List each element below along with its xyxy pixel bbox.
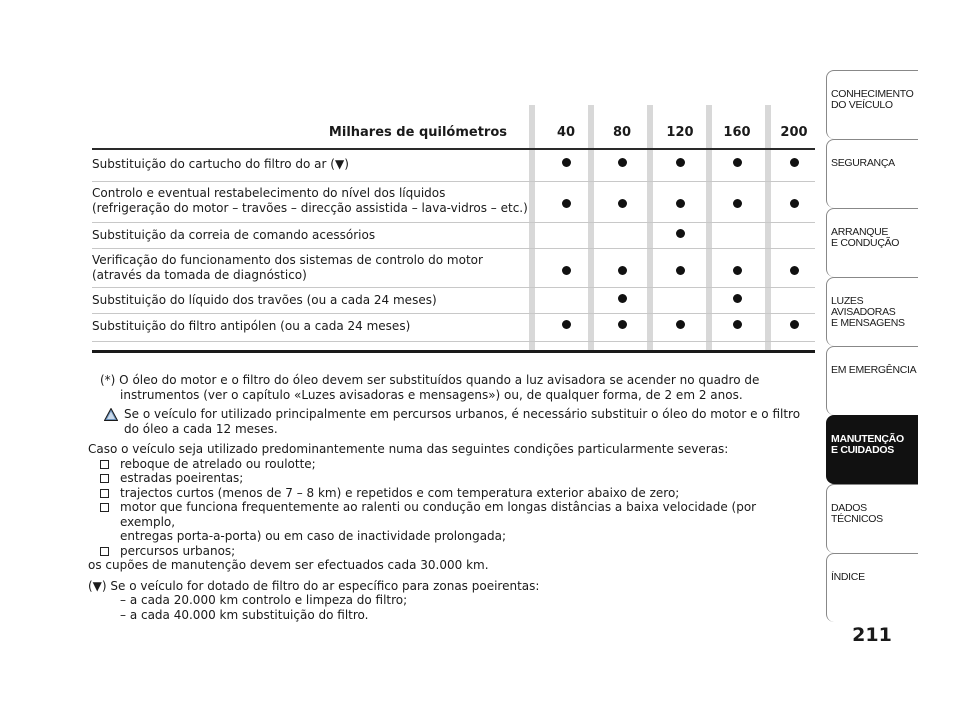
interval-mark-80 [618,199,627,208]
oil-note-line-1: (*) O óleo do motor e o filtro do óleo devem ser substituídos quando a luz avisadora se acender no quadro de [100,373,760,387]
severe-outro: os cupões de manutenção devem ser efectuados cada 30.000 km. [88,558,489,572]
list-item-text: percursos urbanos; [120,543,236,558]
list-item [88,486,808,501]
tab-chapter-6[interactable] [826,415,918,484]
table-row [92,222,815,249]
oil-note-line-2: instrumentos (ver o capítulo «Luzes avisadoras e mensagens») ou, de qualquer forma, de 2 em 2 anos. [120,387,743,402]
severe-intro: Caso o veículo seja utilizado predominantemente numa das seguintes condições particularmente severas: [88,442,729,456]
column-header-80: 80 [612,125,632,140]
row-description-line: Substituição do líquido dos travões (ou a cada 24 meses) [92,293,437,307]
interval-mark-120 [676,229,685,238]
tab-label: SEGURANÇA [831,157,895,169]
column-header-200: 200 [780,125,808,140]
row-description-line: Substituição do filtro antipólen (ou a cada 24 meses) [92,319,411,333]
maintenance-table [92,105,815,355]
warning-triangle-icon [104,408,118,421]
checkbox-bullet-icon [100,460,109,469]
interval-mark-120 [676,199,685,208]
filter-note-line-2: – a cada 20.000 km controlo e limpeza do filtro; [120,593,408,607]
tab-chapter-5[interactable] [826,346,918,415]
list-item-text: estradas poeirentas; [120,471,244,485]
table-row [92,313,815,342]
table-row [92,181,815,223]
checkbox-bullet-icon [100,489,109,498]
severe-conditions-list [88,457,808,559]
row-description [92,157,532,172]
interval-mark-80 [618,158,627,167]
checkbox-bullet-icon [100,474,109,483]
tab-label: MANUTENÇÃO E CUIDADOS [831,433,904,456]
row-description-line: Verificação do funcionamento dos sistemas de controlo do motor [92,253,483,267]
table-row [92,248,815,288]
interval-mark-40 [562,266,571,275]
interval-mark-80 [618,294,627,303]
tab-label: CONHECIMENTO DO VEÍCULO [831,88,914,111]
column-header-120: 120 [666,125,694,140]
table-row [92,287,815,314]
row-description-line: Controlo e eventual restabelecimento do nível dos líquidos [92,186,446,200]
interval-mark-160 [733,320,742,329]
row-description-line: Substituição do cartucho do filtro do ar (▼) [92,157,349,171]
list-item [88,471,808,486]
interval-mark-80 [618,320,627,329]
interval-mark-40 [562,320,571,329]
filter-note-line-3: – a cada 40.000 km substituição do filtro. [120,607,369,622]
tab-label: DADOS TÉCNICOS [831,502,883,525]
interval-mark-200 [790,158,799,167]
header-rule [92,148,815,150]
interval-mark-120 [676,320,685,329]
column-header-160: 160 [723,125,751,140]
interval-mark-120 [676,266,685,275]
row-description [92,228,532,243]
tab-label: LUZES AVISADORAS E MENSAGENS [831,295,905,329]
list-item [88,544,808,559]
chapter-sidebar [826,70,918,622]
tab-chapter-3[interactable] [826,208,918,277]
row-description [92,186,532,216]
interval-mark-80 [618,266,627,275]
interval-mark-200 [790,266,799,275]
checkbox-bullet-icon [100,503,109,512]
tab-chapter-7[interactable] [826,484,918,553]
row-description [92,319,532,334]
tab-chapter-1[interactable] [826,70,918,139]
interval-mark-160 [733,158,742,167]
interval-mark-200 [790,199,799,208]
row-description-line: (refrigeração do motor – travões – direcção assistida – lava-vidros – etc.) [92,201,528,215]
tab-chapter-8[interactable] [826,553,918,622]
interval-mark-40 [562,158,571,167]
list-item-text: motor que funciona frequentemente ao ralenti ou condução em longas distâncias a baixa velocidade (por exemplo, [120,500,757,529]
interval-mark-40 [562,199,571,208]
table-bottom-rule [92,350,815,353]
tab-label: ARRANQUE E CONDUÇÃO [831,226,900,249]
tab-label: EM EMERGÊNCIA [831,364,917,376]
tab-chapter-2[interactable] [826,139,918,208]
list-item-text: trajectos curtos (menos de 7 – 8 km) e repetidos e com temperatura exterior abaixo de zero; [120,485,680,500]
list-item [88,457,808,472]
tab-chapter-4[interactable] [826,277,918,346]
page-number: 211 [852,624,892,646]
checkbox-bullet-icon [100,547,109,556]
row-description [92,253,532,283]
row-description-line: Substituição da correia de comando acessórios [92,228,376,242]
header-label: Milhares de quilómetros [328,125,507,140]
row-description-line: (através da tomada de diagnóstico) [92,268,307,282]
notes-section [88,373,808,622]
interval-mark-120 [676,158,685,167]
list-item-text: entregas porta-a-porta) ou em caso de inactividade prolongada; [120,529,507,543]
table-row [92,151,815,182]
interval-mark-160 [733,266,742,275]
list-item [88,500,808,544]
tab-label: ÍNDICE [831,571,865,583]
urban-warning-line-2: do óleo a cada 12 meses. [124,421,278,436]
column-header-40: 40 [556,125,576,140]
table-header [92,119,815,149]
filter-note-line-1 [88,579,808,594]
interval-mark-160 [733,199,742,208]
interval-mark-200 [790,320,799,329]
filter-symbol: (▼) [88,578,107,593]
list-item-text: reboque de atrelado ou roulotte; [120,456,316,471]
row-description [92,293,532,308]
interval-mark-160 [733,294,742,303]
urban-warning-line-1: Se o veículo for utilizado principalmente em percursos urbanos, é necessário substituir o óleo do motor e o filtro [124,407,801,421]
filter-note-text: Se o veículo for dotado de filtro do ar específico para zonas poeirentas: [110,578,540,593]
urban-warning [88,407,808,436]
